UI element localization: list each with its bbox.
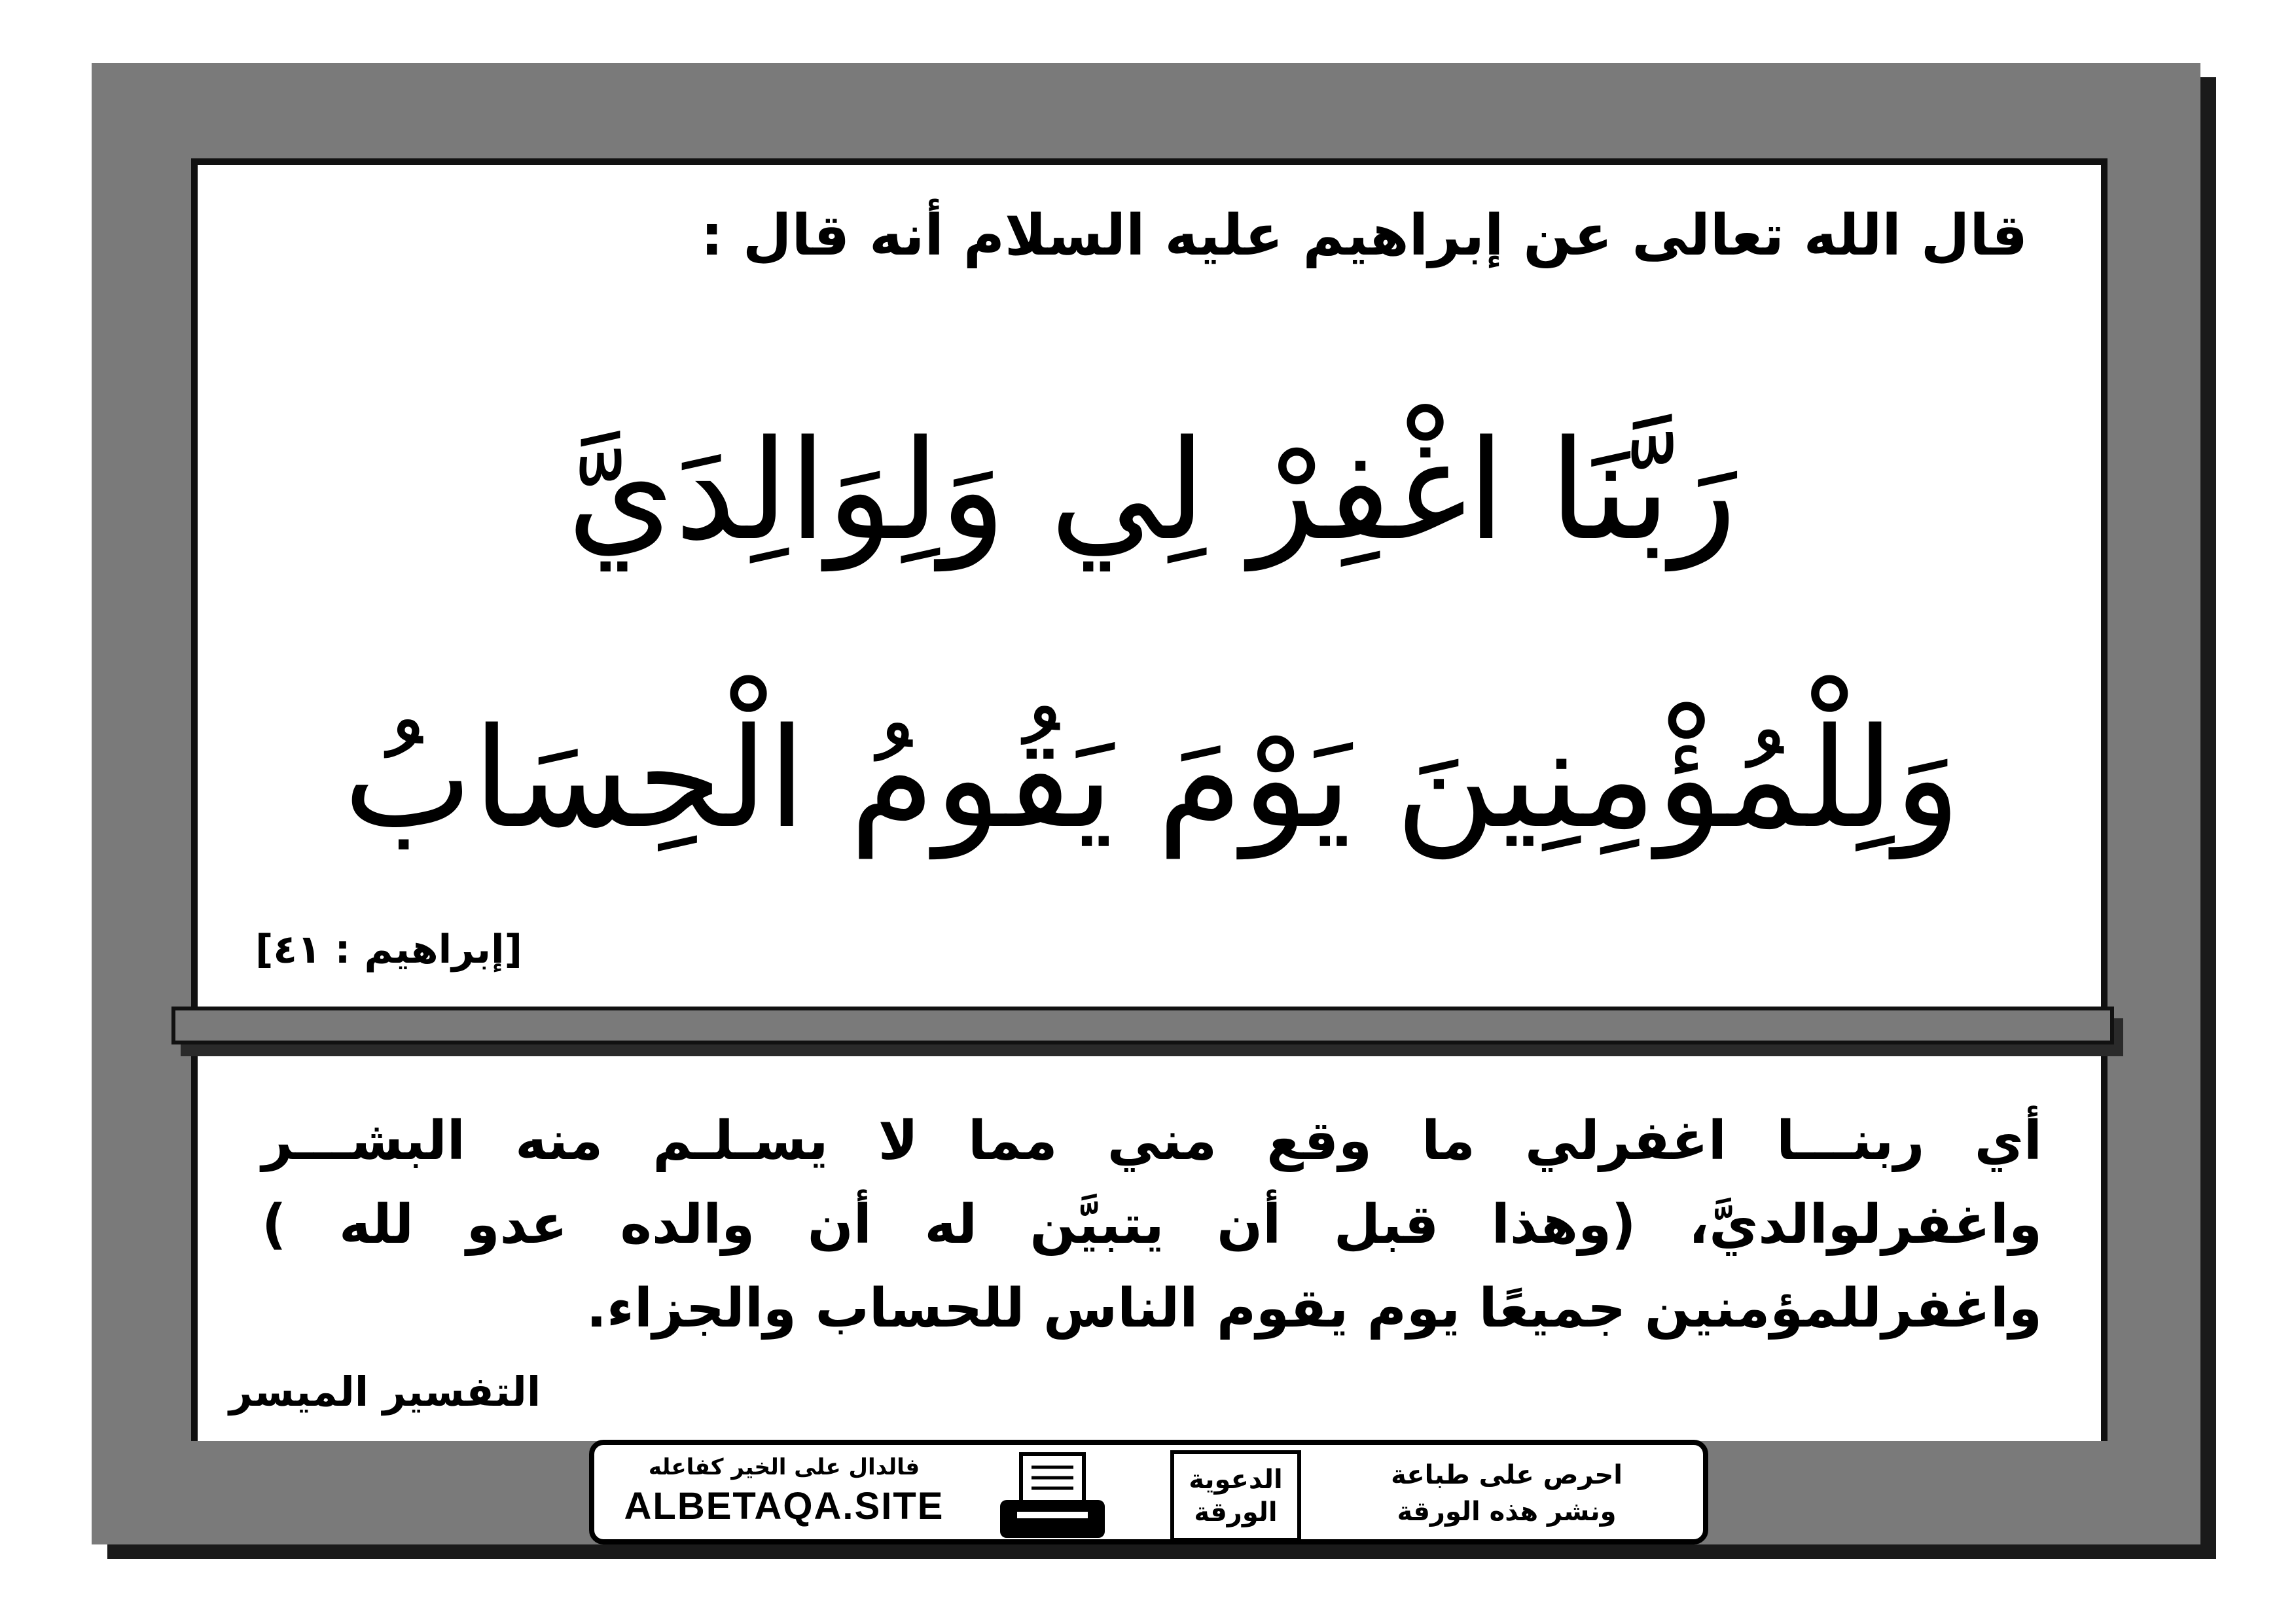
verse-line-2: وَلِلْمُؤْمِنِينَ يَوْمَ يَقُومُ الْحِسَابُ	[343, 698, 1961, 859]
dawah-card-logo	[1170, 1450, 1301, 1542]
print-call-line-2: ونشر هذه الورقة	[1397, 1497, 1617, 1527]
verse-panel	[191, 158, 2108, 1020]
verse-line-1: رَبَّنَا اغْفِرْ لِي وَلِوَالِدَيَّ	[567, 410, 1737, 571]
print-call-block	[1330, 1457, 1683, 1530]
printer-icon	[994, 1450, 1111, 1542]
commentary-text: أي ربنـــا اغفرلي ما وقع مني مما لا يسـلـم منه البشـــر واغفرلوالديَّ، (وهذا قبل أن يتبيَّن له أن والده عدو لله ) واغفرللمؤمنين جميعًا يوم يقوم الناس للحساب والجزاء.	[262, 1110, 2042, 1340]
footer-site-block	[614, 1454, 954, 1528]
logo-line-2: الورقة	[1194, 1497, 1278, 1527]
intro-text: قال الله تعالى عن إبراهيم عليه السلام أنه قال :	[700, 203, 2028, 268]
logo-line-1: الدعوية	[1189, 1465, 1283, 1495]
charity-text: فالدال على الخير كفاعله	[648, 1454, 920, 1480]
panel-divider	[171, 1007, 2114, 1044]
commentary-source: التفسير الميسر	[229, 1368, 541, 1416]
site-link[interactable]: ALBETAQA.SITE	[624, 1485, 944, 1527]
print-call-line-1: احرص على طباعة	[1391, 1460, 1623, 1490]
verse-reference: [إبراهيم : ٤١]	[255, 927, 522, 972]
footer-bar	[589, 1440, 1708, 1544]
